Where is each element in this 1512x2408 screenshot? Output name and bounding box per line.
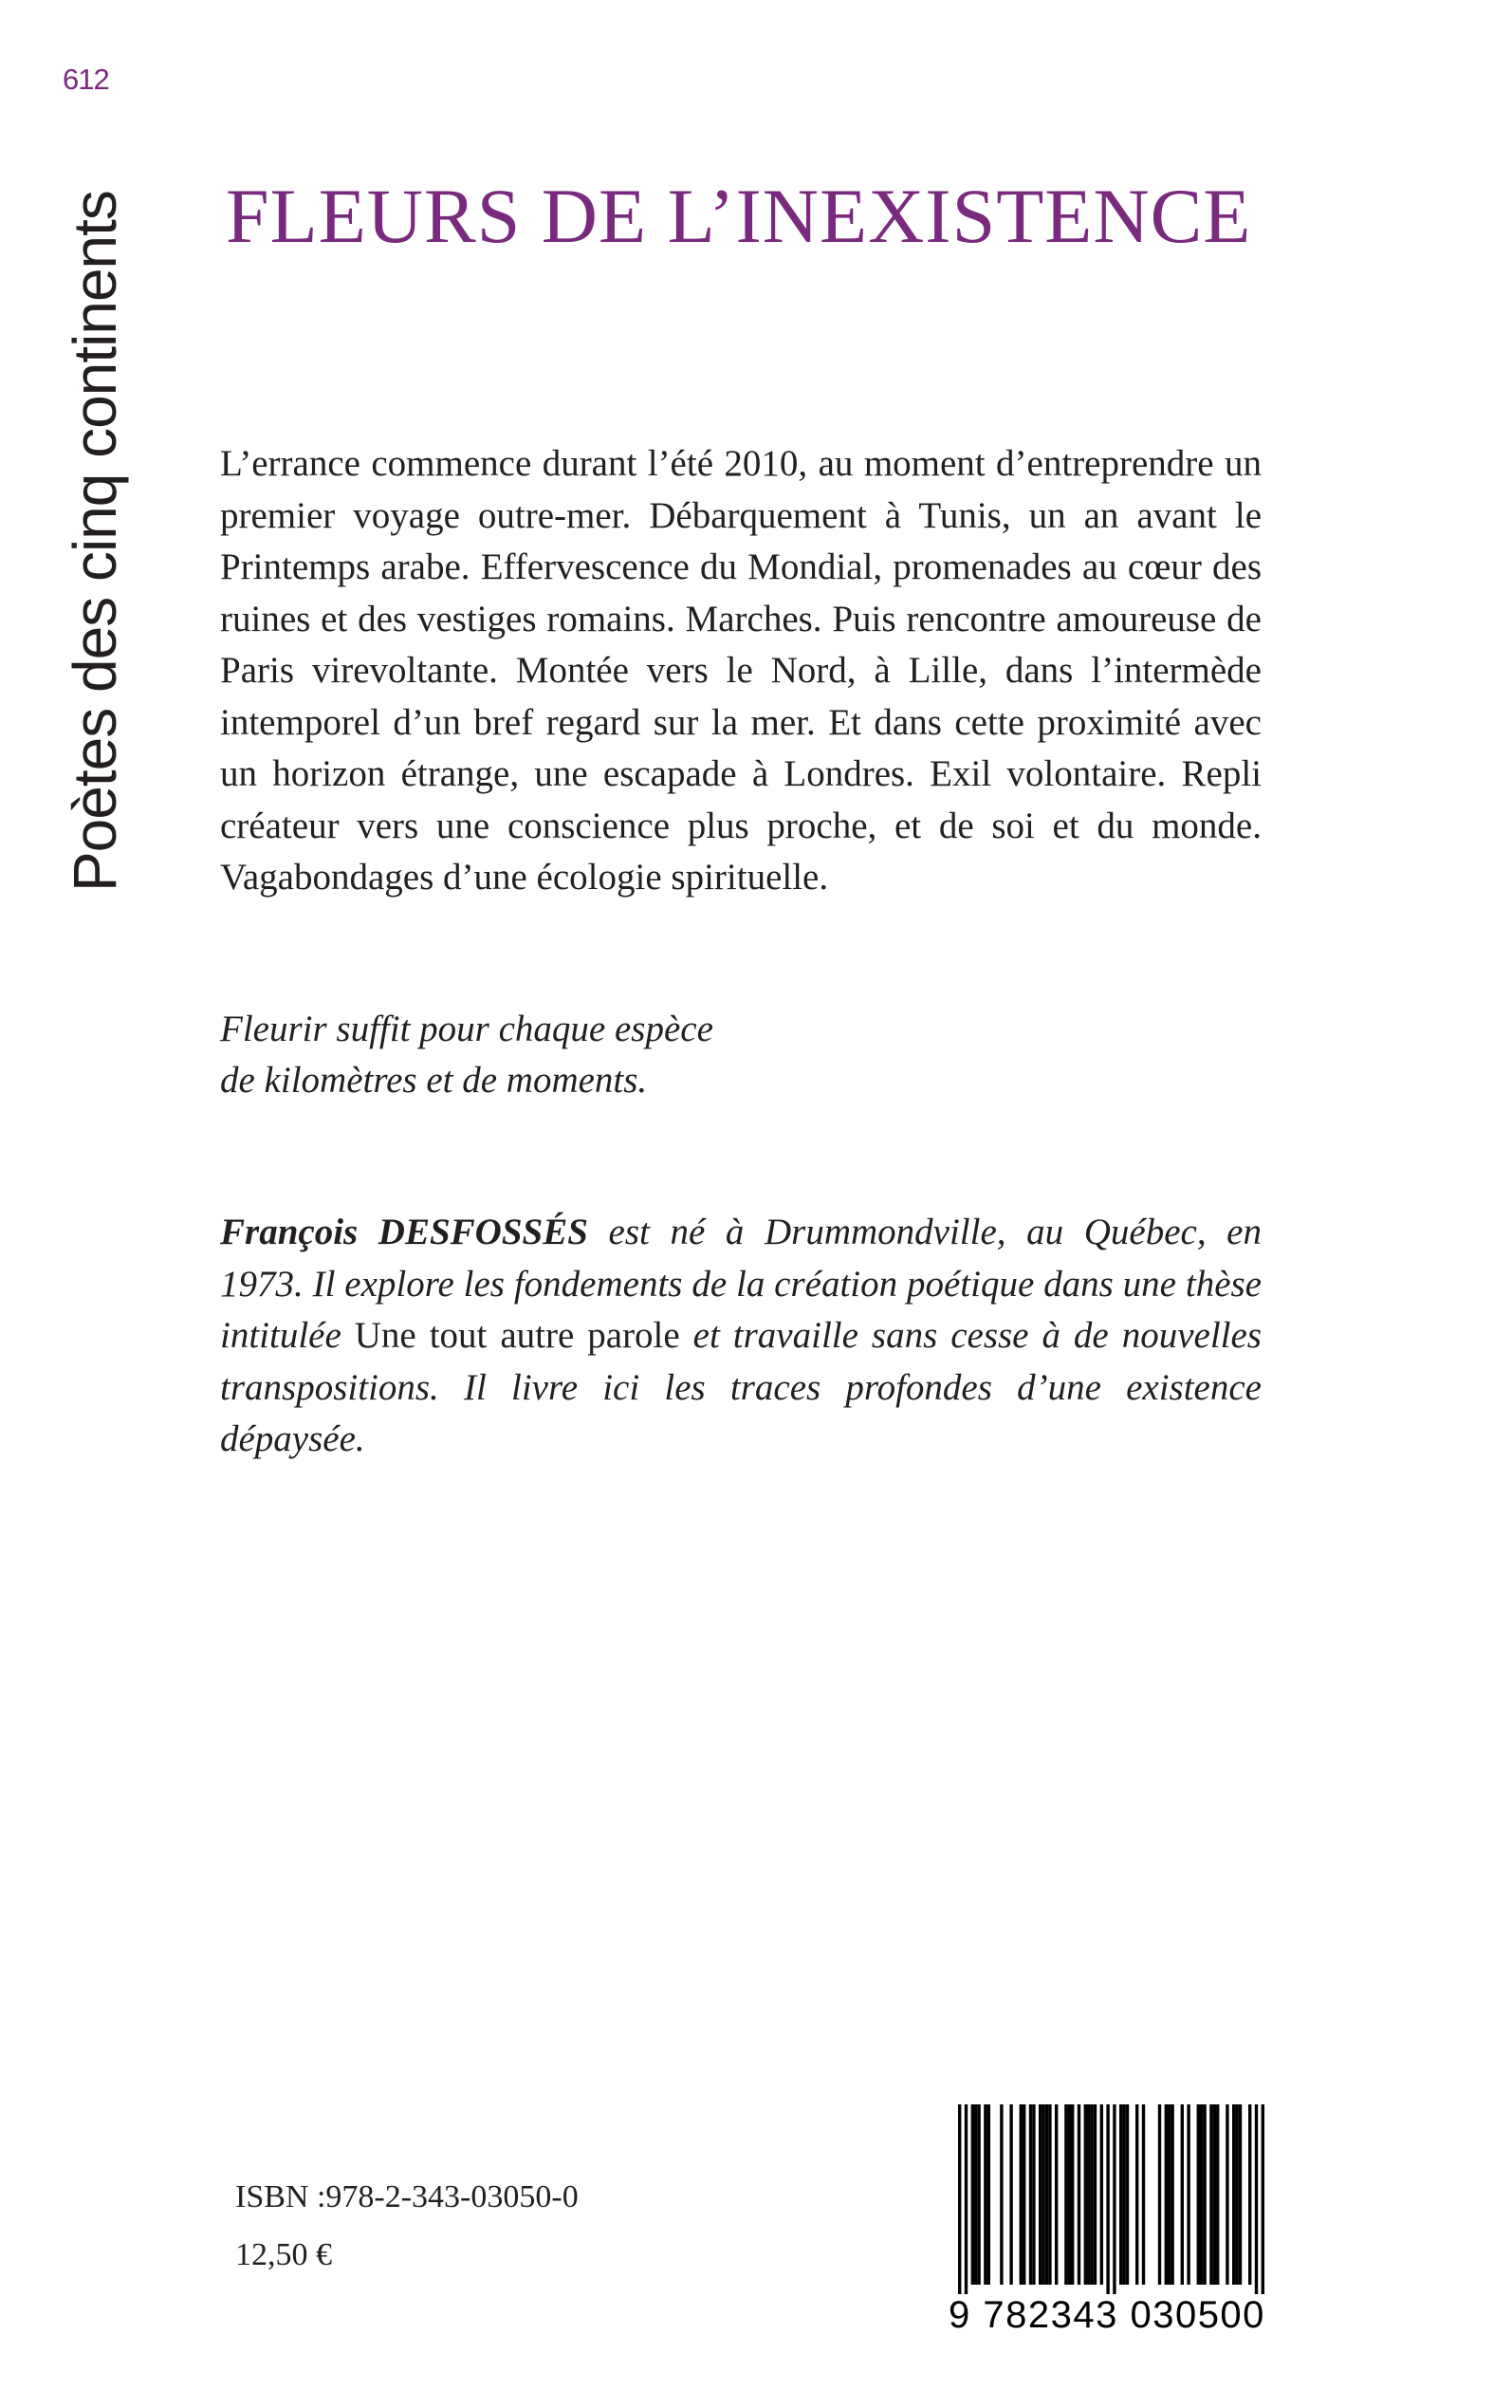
- barcode-bar: [1029, 2104, 1032, 2285]
- barcode-bar: [1216, 2104, 1219, 2285]
- barcode-bar: [1048, 2104, 1051, 2285]
- barcode-bar: [1113, 2104, 1116, 2294]
- barcode-bar: [1209, 2104, 1212, 2285]
- barcode-bar: [1122, 2104, 1125, 2285]
- barcode-bar: [1187, 2104, 1189, 2285]
- barcode-bar: [984, 2104, 986, 2285]
- barcode-bar: [1064, 2104, 1067, 2285]
- barcode-bar: [1126, 2104, 1129, 2285]
- barcode-bar: [1039, 2104, 1042, 2285]
- bio-text: et travaille sans cesse à de nouvelles transpositions. Il livre ici les traces profondes d’une existence dépaysée.: [220, 1315, 1262, 1459]
- price: 12,50 €: [235, 2237, 332, 2272]
- barcode-bar: [1009, 2104, 1012, 2285]
- barcode-bar: [1200, 2104, 1203, 2285]
- barcode-bar: [1232, 2104, 1235, 2285]
- barcode-bar: [1020, 2104, 1023, 2285]
- barcode-bar: [1197, 2104, 1200, 2285]
- barcode-bar: [1135, 2104, 1138, 2285]
- barcode-bar: [1055, 2104, 1058, 2285]
- barcode-bar: [1042, 2104, 1044, 2285]
- barcode-bar: [958, 2104, 961, 2294]
- barcode-bar: [1023, 2104, 1025, 2285]
- thesis-title: Une tout autre parole: [354, 1315, 680, 1356]
- barcode-bar: [1158, 2104, 1161, 2285]
- barcode-bar: [1255, 2104, 1258, 2294]
- author-name: François DESFOSSÉS: [220, 1212, 588, 1252]
- barcode-bar: [1248, 2104, 1251, 2285]
- bio-text: est né à Drummondville, au Québec, en 1973. Il explore les fondements de la création poétique dans une thèse intitulée: [220, 1212, 1262, 1356]
- series-number: 612: [63, 63, 109, 96]
- epigraph-line: Fleurir suffit pour chaque espèce: [220, 1009, 713, 1049]
- barcode-bar: [1106, 2104, 1109, 2294]
- blurb-paragraph: L’errance commence durant l’été 2010, au moment d’entreprendre un premier voyage outre-mer. Débarquement à Tunis, un an avant le Printemps arabe. Effervescence du Mondial, promenades au cœur des ruines et des vestiges romains. Marches. Puis rencontre amoureuse de Paris virevoltante. Montée vers le Nord, à Lille, dans l’intermède intemporel d’un bref regard sur la mer. Et dans cette proximité avec un horizon étrange, une escapade à Londres. Exil volontaire. Repli créateur vers une conscience plus proche, et de soi et du monde. Vagabondages d’une écologie spirituelle.: [220, 443, 1262, 898]
- barcode-bar: [1165, 2104, 1168, 2285]
- barcode: [949, 2104, 1271, 2294]
- barcode-bar: [1090, 2104, 1093, 2285]
- epigraph: [220, 1004, 1074, 1106]
- barcode-bar: [1071, 2104, 1074, 2285]
- barcode-bar: [1203, 2104, 1206, 2285]
- barcode-bar: [965, 2104, 968, 2294]
- barcode-bar: [1068, 2104, 1071, 2285]
- author-bio: [220, 1207, 1262, 1466]
- epigraph-line: de kilomètres et de moments.: [220, 1060, 648, 1101]
- barcode-bar: [1094, 2104, 1097, 2285]
- barcode-bar: [1100, 2104, 1103, 2285]
- barcode-bar: [987, 2104, 990, 2285]
- barcode-bar: [1087, 2104, 1090, 2285]
- barcode-digits: 9 782343 030500: [949, 2294, 1265, 2336]
- barcode-bar: [1235, 2104, 1238, 2285]
- barcode-bar: [1000, 2104, 1003, 2285]
- series-name: Poètes des cinq continents: [61, 191, 129, 892]
- barcode-bar: [977, 2104, 980, 2285]
- barcode-bar: [1171, 2104, 1173, 2285]
- barcode-bar: [1032, 2104, 1035, 2285]
- barcode-bar: [1181, 2104, 1184, 2285]
- book-title: FLEURS DE L’INEXISTENCE: [226, 173, 1252, 259]
- isbn: ISBN :978-2-343-03050-0: [235, 2179, 579, 2214]
- barcode-bar: [1262, 2104, 1264, 2294]
- barcode-bar: [1078, 2104, 1080, 2285]
- barcode-bar: [1239, 2104, 1242, 2285]
- barcode-bar: [1226, 2104, 1228, 2285]
- barcode-bar: [1045, 2104, 1048, 2285]
- barcode-bars: [949, 2104, 1271, 2294]
- barcode-bar: [1084, 2104, 1087, 2285]
- barcode-bar: [974, 2104, 977, 2285]
- barcode-bar: [971, 2104, 974, 2285]
- barcode-bar: [1142, 2104, 1145, 2285]
- barcode-bar: [1168, 2104, 1171, 2285]
- barcode-bar: [1119, 2104, 1122, 2285]
- barcode-bar: [1213, 2104, 1216, 2285]
